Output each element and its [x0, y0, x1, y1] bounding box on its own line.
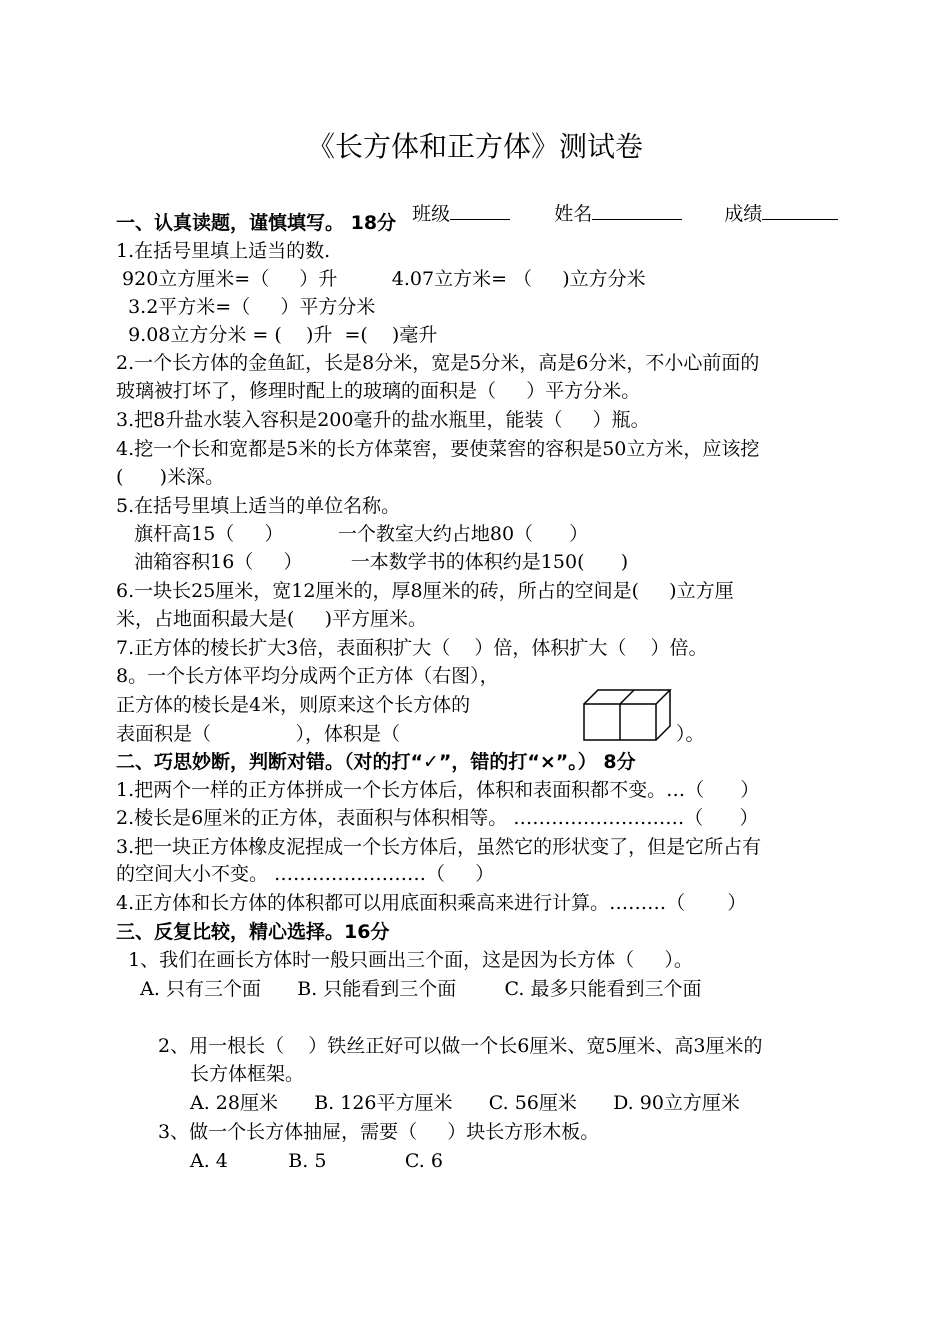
- question-line: 3.2平方米=（ ）平方分米: [116, 296, 376, 318]
- section-2-heading: 二、巧思妙断，判断对错。（对的打“✓”，错的打“×”。） 8分: [116, 751, 636, 773]
- question-line: 5.在括号里填上适当的单位名称。: [116, 495, 401, 517]
- cuboid-figure: [582, 688, 672, 742]
- class-label: 班级: [412, 203, 451, 225]
- question-line: 表面积是（ ），体积是（: [116, 723, 401, 745]
- score-label: 成绩: [724, 203, 763, 225]
- section-1-heading: 一、认真读题，谨慎填写。 18分: [116, 212, 397, 234]
- question-line: 旗杆高15（ ） 一个教室大约占地80（ ）: [116, 523, 589, 545]
- choice-line: 1、我们在画长方体时一般只画出三个面，这是因为长方体（ ）。: [116, 949, 693, 971]
- judge-line: 4.正方体和长方体的体积都可以用底面积乘高来进行计算。………（ ）: [116, 892, 747, 914]
- question-line: 1.在括号里填上适当的数.: [116, 240, 331, 262]
- question-line: 油箱容积16（ ） 一本数学书的体积约是150( ): [116, 551, 629, 573]
- judge-line: 3.把一块正方体橡皮泥捏成一个长方体后，虽然它的形状变了，但是它所占有: [116, 836, 762, 858]
- question-line: 8。一个长方体平均分成两个正方体（右图），: [116, 665, 499, 687]
- name-label: 姓名: [554, 203, 593, 225]
- student-info-row: [388, 177, 838, 250]
- question-line: 6.一块长25厘米，宽12厘米的，厚8厘米的砖，所占的空间是( )立方厘: [116, 580, 734, 602]
- question-line: 4.挖一个长和宽都是5米的长方体菜窖，要使菜窖的容积是50立方米，应该挖: [116, 438, 760, 460]
- name-blank: [592, 201, 682, 220]
- question-line: 7.正方体的棱长扩大3倍，表面积扩大（ ）倍，体积扩大（ ）倍。: [116, 637, 708, 659]
- cuboid-top-divider: [620, 690, 634, 704]
- choice-line: 长方体框架。: [190, 1063, 305, 1085]
- question-line: 920立方厘米=（ ）升 4.07立方米= （ )立方分米: [116, 268, 646, 290]
- choice-line: 3、做一个长方体抽屉，需要（ ）块长方形木板。: [158, 1121, 600, 1143]
- question-line: ）。: [676, 723, 705, 745]
- class-blank: [450, 201, 510, 220]
- judge-line: 的空间大小不变。 ……………………（ ）: [116, 863, 495, 885]
- question-line: 正方体的棱长是4米，则原来这个长方体的: [116, 694, 471, 716]
- choice-line: A. 只有三个面 B. 只能看到三个面 C. 最多只能看到三个面: [116, 978, 702, 1000]
- question-line: 2.一个长方体的金鱼缸，长是8分米，宽是5分米，高是6分米，不小心前面的: [116, 352, 760, 374]
- page-title: 《长方体和正方体》测试卷: [306, 130, 643, 163]
- choice-line: 2、用一根长（ ）铁丝正好可以做一个长6厘米、宽5厘米、高3厘米的: [158, 1035, 763, 1057]
- question-line: 玻璃被打坏了，修理时配上的玻璃的面积是（ ）平方分米。: [116, 380, 641, 402]
- judge-line: 2.棱长是6厘米的正方体，表面积与体积相等。 ………………………（ ）: [116, 807, 759, 829]
- question-line: 米，占地面积最大是( )平方厘米。: [116, 608, 428, 630]
- judge-line: 1.把两个一样的正方体拼成一个长方体后，体积和表面积都不变。…（ ）: [116, 779, 760, 801]
- question-line: 9.08立方分米 = ( )升 =( )毫升: [116, 324, 438, 346]
- score-blank: [762, 201, 838, 220]
- choice-line: A. 28厘米 B. 126平方厘米 C. 56厘米 D. 90立方厘米: [190, 1092, 740, 1114]
- section-3-heading: 三、反复比较，精心选择。16分: [116, 921, 390, 943]
- question-line: ( )米深。: [116, 466, 225, 488]
- question-line: 3.把8升盐水装入容积是200毫升的盐水瓶里，能装（ ）瓶。: [116, 409, 650, 431]
- choice-line: A. 4 B. 5 C. 6: [190, 1150, 443, 1172]
